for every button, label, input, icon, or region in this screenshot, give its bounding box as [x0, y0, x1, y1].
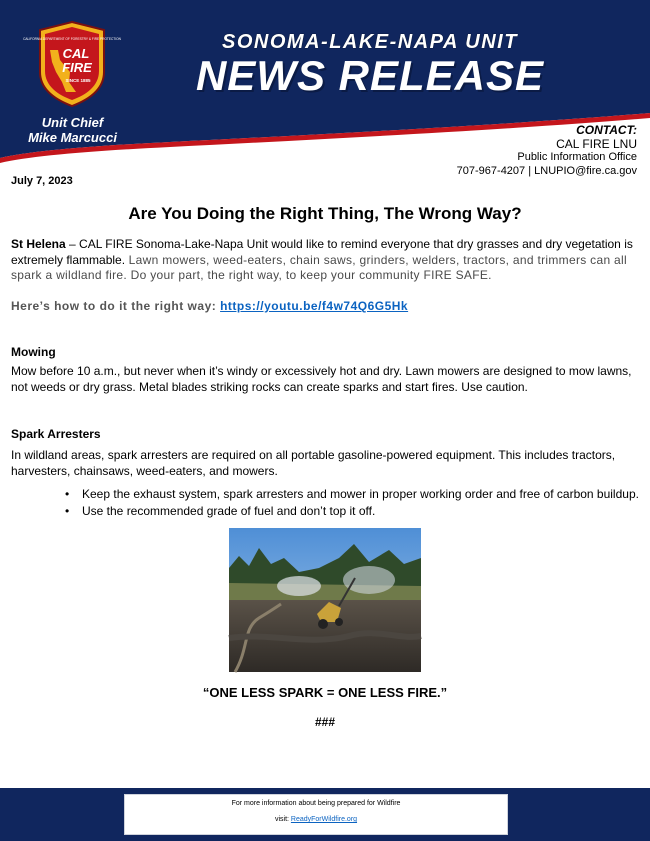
- contact-org: CAL FIRE LNU: [556, 136, 637, 151]
- mower-fire-photo: [229, 528, 421, 672]
- footer-line1: For more information about being prepared for Wildfire: [231, 800, 401, 807]
- headline: Are You Doing the Right Thing, The Wrong Way?: [128, 204, 522, 223]
- ready-for-wildfire-link[interactable]: ReadyForWildfire.org: [290, 816, 358, 823]
- intro-text-2: Lawn mowers, weed-eaters, chain saws, grinders, welders, tractors, and trimmers can all spark a wildland fire. Do your part, the right way, to keep your community FIRE SAFE.: [11, 252, 627, 282]
- chief-name: Mike Marcucci: [28, 130, 117, 145]
- video-link[interactable]: https://youtu.be/f4w74Q6G5Hk: [220, 299, 409, 313]
- intro-paragraph: [11, 237, 637, 284]
- contact-heading: CONTACT:: [576, 123, 637, 137]
- badge-top-text: CALIFORNIA DEPARTMENT OF FORESTRY & FIRE PROTECTION: [23, 37, 121, 41]
- unit-chief-block: [0, 115, 145, 145]
- end-mark: ###: [314, 715, 336, 729]
- badge-since: SINCE 1885: [65, 78, 91, 83]
- chief-title: Unit Chief: [41, 115, 104, 130]
- badge-word-fire: FIRE: [62, 60, 92, 75]
- list-item: • Use the recommended grade of fuel and don’t top it off.: [62, 503, 639, 520]
- contact-phone-email: 707-967-4207 | LNUPIO@fire.ca.gov: [456, 164, 637, 177]
- footer-info-box: [124, 794, 508, 835]
- list-item: • Keep the exhaust system, spark arresters and mower in proper working order and free of carbon buildup.: [62, 486, 639, 503]
- badge-word-cal: CAL: [62, 46, 90, 61]
- contact-office: Public Information Office: [517, 151, 637, 163]
- intro-text-1: – CAL FIRE Sonoma-Lake-Napa Unit would like to remind everyone that dry grasses and dry vegetation is extremely flammable.: [11, 237, 633, 267]
- footer-visit-line: [125, 815, 507, 825]
- contact-block: [457, 124, 637, 178]
- howto-label: Here’s how to do it the right way:: [11, 299, 221, 313]
- mowing-heading: Mowing: [11, 345, 56, 359]
- footer-visit-label: visit:: [274, 816, 291, 823]
- news-release-title: NEWS RELEASE: [195, 52, 545, 99]
- unit-name: SONOMA-LAKE-NAPA UNIT: [222, 31, 518, 53]
- howto-line: [11, 299, 408, 313]
- spark-bullet-list: [62, 486, 639, 520]
- cal-fire-logo: [23, 20, 121, 108]
- mowing-text: Mow before 10 a.m., but never when it’s windy or excessively hot and dry. Lawn mowers are designed to mow lawns, not weeds or dry grass. Metal blades striking rocks can create sparks and start fires. Use caution.: [11, 364, 632, 394]
- release-date: July 7, 2023: [11, 175, 73, 187]
- intro-location: St Helena: [11, 237, 66, 251]
- spark-text: In wildland areas, spark arresters are required on all portable gasoline-powered equipment. This includes tractors, harvesters, chainsaws, weed-eaters, and mowers.: [11, 448, 616, 478]
- spark-heading: Spark Arresters: [11, 427, 101, 441]
- slogan-quote: “ONE LESS SPARK = ONE LESS FIRE.”: [202, 685, 448, 700]
